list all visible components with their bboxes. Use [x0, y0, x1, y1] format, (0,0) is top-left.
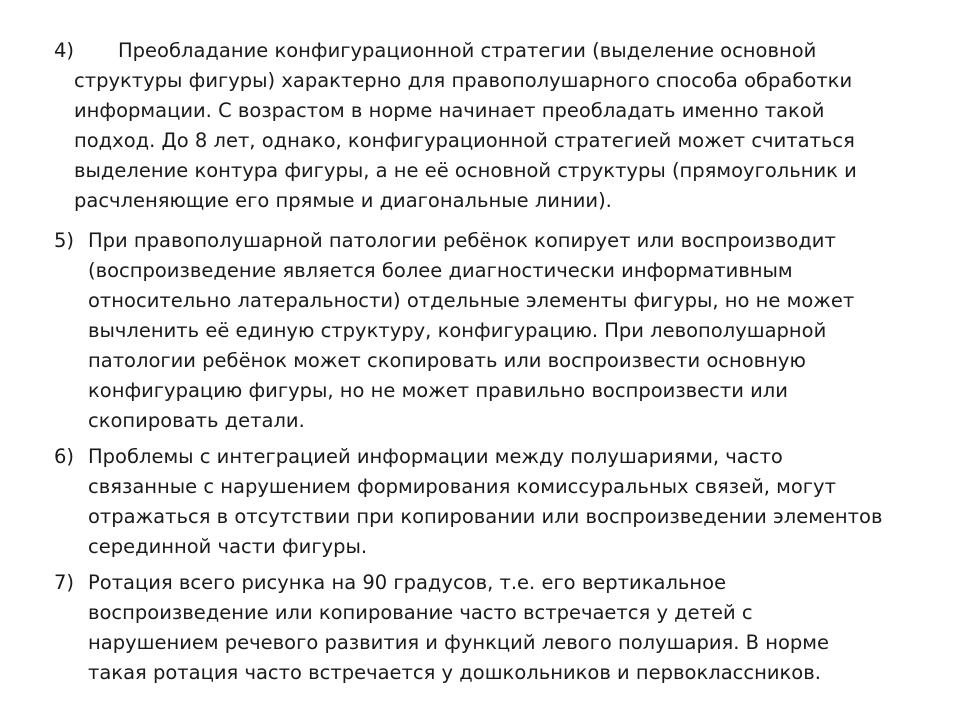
list-item-text-line: При правополушарной патологии ребёнок копирует или воспроизводит	[88, 229, 836, 252]
list-item-text-line: (воспроизведение является более диагностически информативным	[88, 259, 793, 282]
list-item-text-line: связанные с нарушением формирования комиссуральных связей, могут	[88, 475, 836, 498]
list-item-text-line: нарушением речевого развития и функций левого полушария. В норме	[88, 631, 829, 654]
list-item-text-line: Ротация всего рисунка на 90 градусов, т.е. его вертикальное	[88, 571, 727, 594]
list-item-text-line: структуры фигуры) характерно для правополушарного способа обработки	[74, 69, 853, 92]
list-item-text-line: относительно латеральности) отдельные элементы фигуры, но не может	[88, 289, 855, 312]
list-item-text-line: Проблемы с интеграцией информации между полушариями, часто	[88, 445, 783, 468]
list-number: 7)	[54, 571, 75, 594]
list-item-text-line: патологии ребёнок может скопировать или воспроизвести основную	[88, 349, 806, 372]
list-item-text-line: скопировать детали.	[88, 409, 305, 432]
list-item-text-line: отражаться в отсутствии при копировании или воспроизведении элементов	[88, 505, 883, 528]
list-number: 6)	[54, 445, 75, 468]
list-item-text-line: серединной части фигуры.	[88, 535, 368, 558]
list-item-text-line: конфигурацию фигуры, но не может правильно воспроизвести или	[88, 379, 788, 402]
list-item-text-line: информации. С возрастом в норме начинает преобладать именно такой	[74, 99, 825, 122]
list-number: 5)	[54, 229, 75, 252]
list-item-text-line: Преобладание конфигурационной стратегии (выделение основной	[118, 39, 817, 62]
list-item-text-line: такая ротация часто встречается у дошкольников и первоклассников.	[88, 661, 821, 684]
list-item-text-line: выделение контура фигуры, а не её основной структуры (прямоугольник и	[74, 159, 857, 182]
list-item-text-line: расчленяющие его прямые и диагональные линии).	[74, 189, 612, 212]
list-item-text-line: вычленить её единую структуру, конфигурацию. При левополушарной	[88, 319, 827, 342]
list-item-text-line: подход. До 8 лет, однако, конфигурационной стратегией может считаться	[74, 129, 855, 152]
list-item-text-line: воспроизведение или копирование часто встречается у детей с	[88, 601, 753, 624]
list-number: 4)	[54, 39, 75, 62]
